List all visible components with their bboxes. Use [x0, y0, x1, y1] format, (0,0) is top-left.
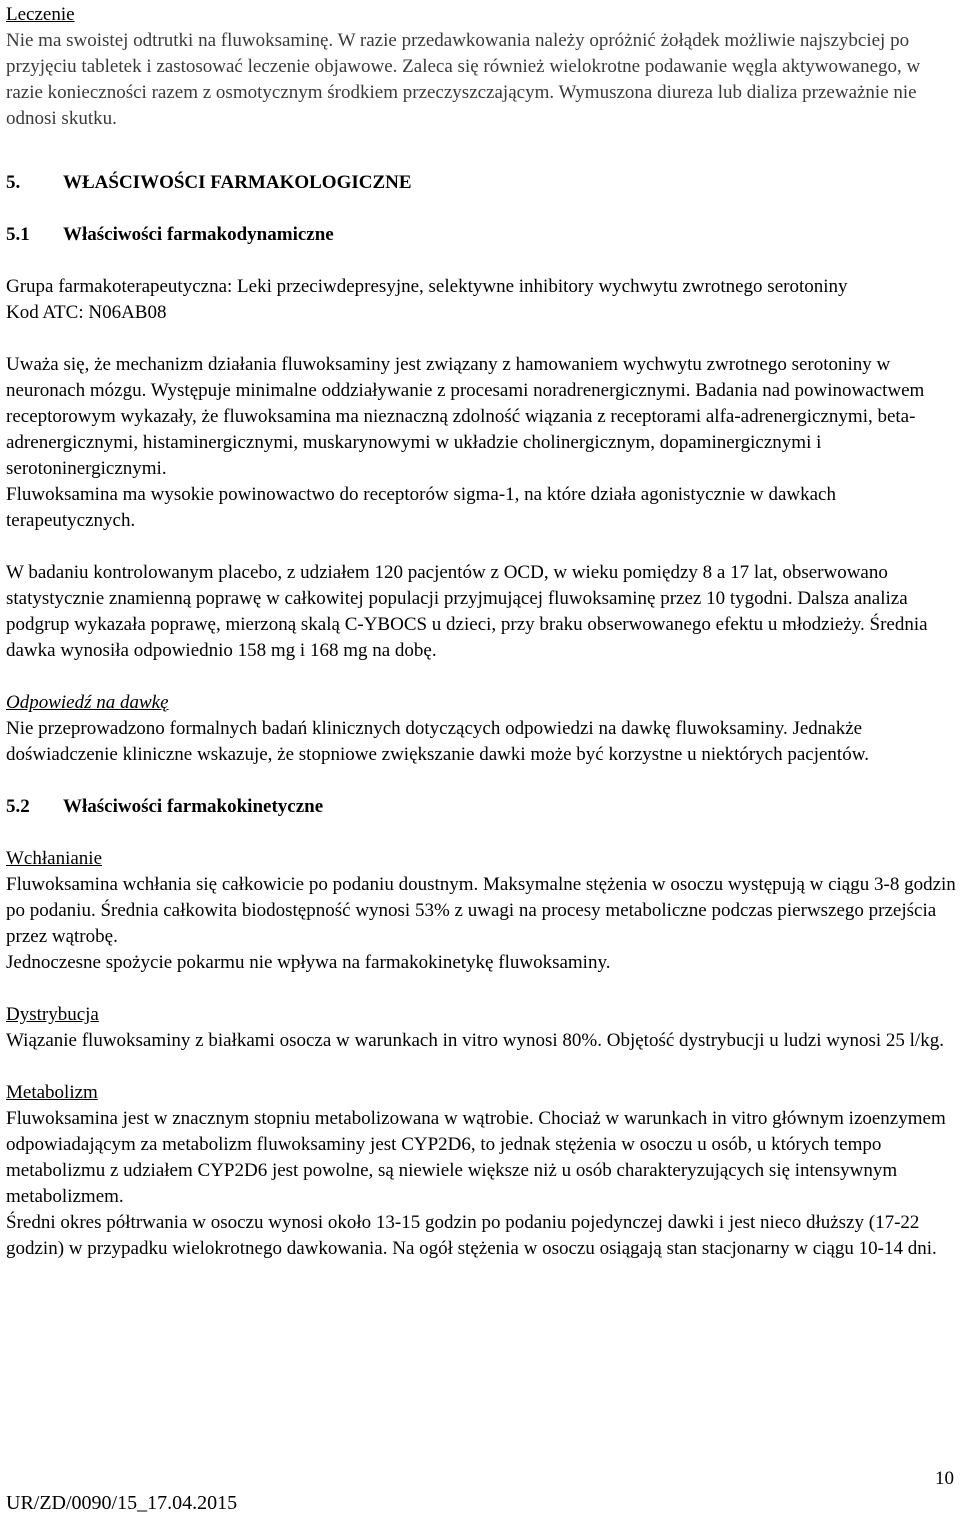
- sigma-paragraph: Fluwoksamina ma wysokie powinowactwo do receptorów sigma-1, na które działa agonistycznie w dawkach terapeutycznych.: [6, 484, 836, 531]
- absorption-heading: Wchłanianie: [6, 848, 103, 869]
- section-5-heading: [6, 170, 956, 196]
- section-5-1-heading: [6, 222, 956, 248]
- section-5-1-title: Właściwości farmakodynamiczne: [63, 224, 334, 245]
- section-5-title: WŁAŚCIWOŚCI FARMAKOLOGICZNE: [63, 172, 412, 193]
- section-5-2-title: Właściwości farmakokinetyczne: [63, 796, 324, 817]
- dose-response-paragraph: Nie przeprowadzono formalnych badań klinicznych dotyczących odpowiedzi na dawkę fluwoksaminy. Jednakże doświadczenie kliniczne wskazuje, że stopniowe zwiększanie dawki może być korzystne u niektórych pacjentów.: [6, 718, 869, 765]
- pharmacotherapeutic-group: Grupa farmakoterapeutyczna: Leki przeciwdepresyjne, selektywne inhibitory wychwytu zwrotnego serotoniny: [6, 276, 848, 297]
- atc-code: Kod ATC: N06AB08: [6, 302, 167, 323]
- section-5-number: 5.: [6, 172, 21, 193]
- study-paragraph: W badaniu kontrolowanym placebo, z udziałem 120 pacjentów z OCD, w wieku pomiędzy 8 a 17 lat, obserwowano statystycznie znamienną poprawę w całkowitej populacji przyjmującej fluwoksaminę przez 10 tygodni. Dalsza analiza podgrup wykazała poprawę, mierzoną skalą C-YBOCS u dzieci, przy braku obserwowanego efektu u młodzieży. Średnia dawka wynosiła odpowiednio 158 mg i 168 mg na dobę.: [6, 562, 928, 661]
- document-page: [6, 0, 956, 1262]
- metabolism-heading: Metabolizm: [6, 1082, 98, 1103]
- distribution-heading: Dystrybucja: [6, 1004, 99, 1025]
- page-number: 10: [935, 1468, 954, 1489]
- section-5-2-heading: [6, 794, 956, 820]
- half-life-paragraph: Średni okres półtrwania w osoczu wynosi około 13-15 godzin po podaniu pojedynczej dawki i jest nieco dłuższy (17-22 godzin) w przypadku wielokrotnego dawkowania. Na ogół stężenia w osoczu osiągają stan stacjonarny w ciągu 10-14 dni.: [6, 1212, 937, 1259]
- distribution-paragraph: Wiązanie fluwoksaminy z białkami osocza w warunkach in vitro wynosi 80%. Objętość dystrybucji u ludzi wynosi 25 l/kg.: [6, 1030, 944, 1051]
- section-5-1-number: 5.1: [6, 224, 30, 245]
- metabolism-paragraph: Fluwoksamina jest w znacznym stopniu metabolizowana w wątrobie. Chociaż w warunkach in vitro głównym izoenzymem odpowiadającym za metabolizm fluwoksaminy jest CYP2D6, to jednak stężenia w osoczu u osób, u których tempo metabolizmu z udziałem CYP2D6 jest powolne, są niewiele większe niż u osób charakteryzujących się intensywnym metabolizmem.: [6, 1108, 946, 1207]
- leczenie-paragraph: Nie ma swoistej odtrutki na fluwoksaminę. W razie przedawkowania należy opróżnić żołądek możliwie najszybciej po przyjęciu tabletek i zastosować leczenie objawowe. Zaleca się również wielokrotne podawanie węgla aktywowanego, w razie konieczności razem z osmotycznym środkiem przeczyszczającym. Wymuszona diureza lub dializa przeważnie nie odnosi skutku.: [6, 30, 921, 129]
- mechanism-paragraph: Uważa się, że mechanizm działania fluwoksaminy jest związany z hamowaniem wychwytu zwrotnego serotoniny w neuronach mózgu. Występuje minimalne oddziaływanie z procesami noradrenergicznymi. Badania nad powinowactwem receptorowym wykazały, że fluwoksamina ma nieznaczną zdolność wiązania z receptorami alfa-adrenergicznymi, beta-adrenergicznymi, histaminergicznymi, muskarynowymi w układzie cholinergicznym, dopaminergicznymi i serotoninergicznymi.: [6, 354, 925, 479]
- absorption-paragraph: Fluwoksamina wchłania się całkowicie po podaniu doustnym. Maksymalne stężenia w osoczu występują w ciągu 3-8 godzin po podaniu. Średnia całkowita biodostępność wynosi 53% z uwagi na procesy metaboliczne podczas pierwszego przejścia przez wątrobę.: [6, 874, 956, 947]
- absorption-food-paragraph: Jednoczesne spożycie pokarmu nie wpływa na farmakokinetykę fluwoksaminy.: [6, 952, 611, 973]
- leczenie-heading: Leczenie: [6, 4, 75, 25]
- section-5-2-number: 5.2: [6, 796, 30, 817]
- document-code: UR/ZD/0090/15_17.04.2015: [6, 1492, 238, 1514]
- dose-response-heading: Odpowiedź na dawkę: [6, 692, 169, 713]
